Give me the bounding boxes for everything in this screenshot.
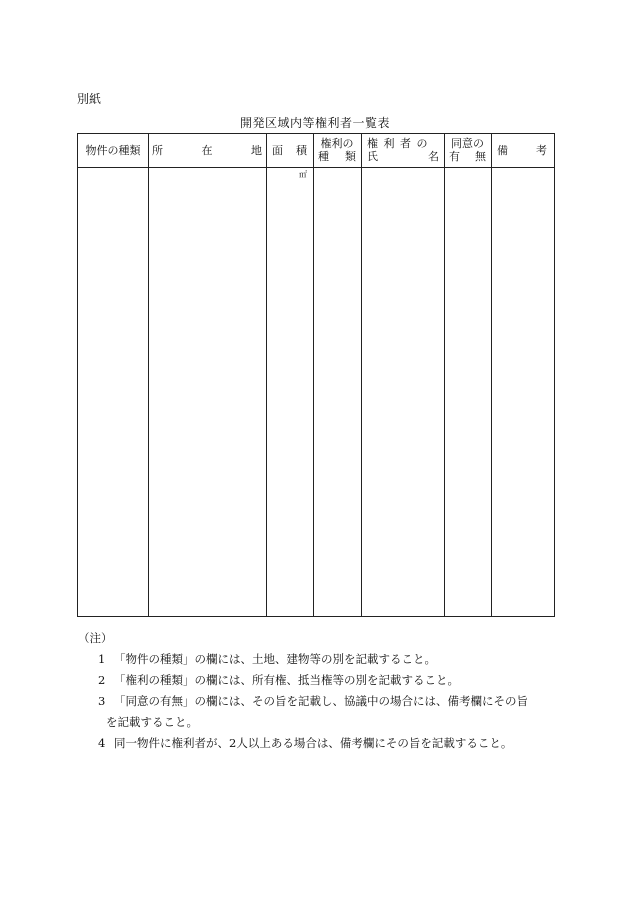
header-location: 所 在 地 — [152, 144, 262, 157]
note-item: 4 同一物件に権利者が、2人以上ある場合は、備考欄にその旨を記載すること。 — [98, 736, 513, 750]
header-remarks: 備 考 — [497, 144, 547, 157]
note-item-continuation: を記載すること。 — [106, 715, 198, 729]
header-right-type: 権利の 種 類 — [318, 137, 356, 163]
column-divider — [491, 134, 492, 616]
column-divider — [361, 134, 362, 616]
header-consent: 同意の 有 無 — [449, 137, 486, 163]
notes-section — [78, 628, 564, 754]
notes-heading: （注） — [78, 631, 113, 645]
area-unit: ㎡ — [299, 170, 307, 179]
column-divider — [148, 134, 149, 616]
note-item: 2 「権利の種類」の欄には、所有権、抵当権等の別を記載すること。 — [98, 673, 459, 687]
attachment-label: 別紙 — [77, 92, 102, 106]
header-holder-name: 権 利 者 の 氏 名 — [367, 137, 439, 163]
note-item: 3 「同意の有無」の欄には、その旨を記載し、協議中の場合には、備考欄にその旨 — [98, 694, 528, 708]
column-divider — [444, 134, 445, 616]
column-divider — [266, 134, 267, 616]
header-property-type: 物件の種類 — [85, 144, 141, 157]
rights-holder-table — [77, 133, 555, 617]
header-divider — [78, 167, 554, 168]
header-area: 面 積 — [272, 144, 307, 157]
column-divider — [313, 134, 314, 616]
note-item: 1 「物件の種類」の欄には、土地、建物等の別を記載すること。 — [98, 652, 436, 666]
page-title: 開発区域内等権利者一覧表 — [239, 116, 390, 130]
